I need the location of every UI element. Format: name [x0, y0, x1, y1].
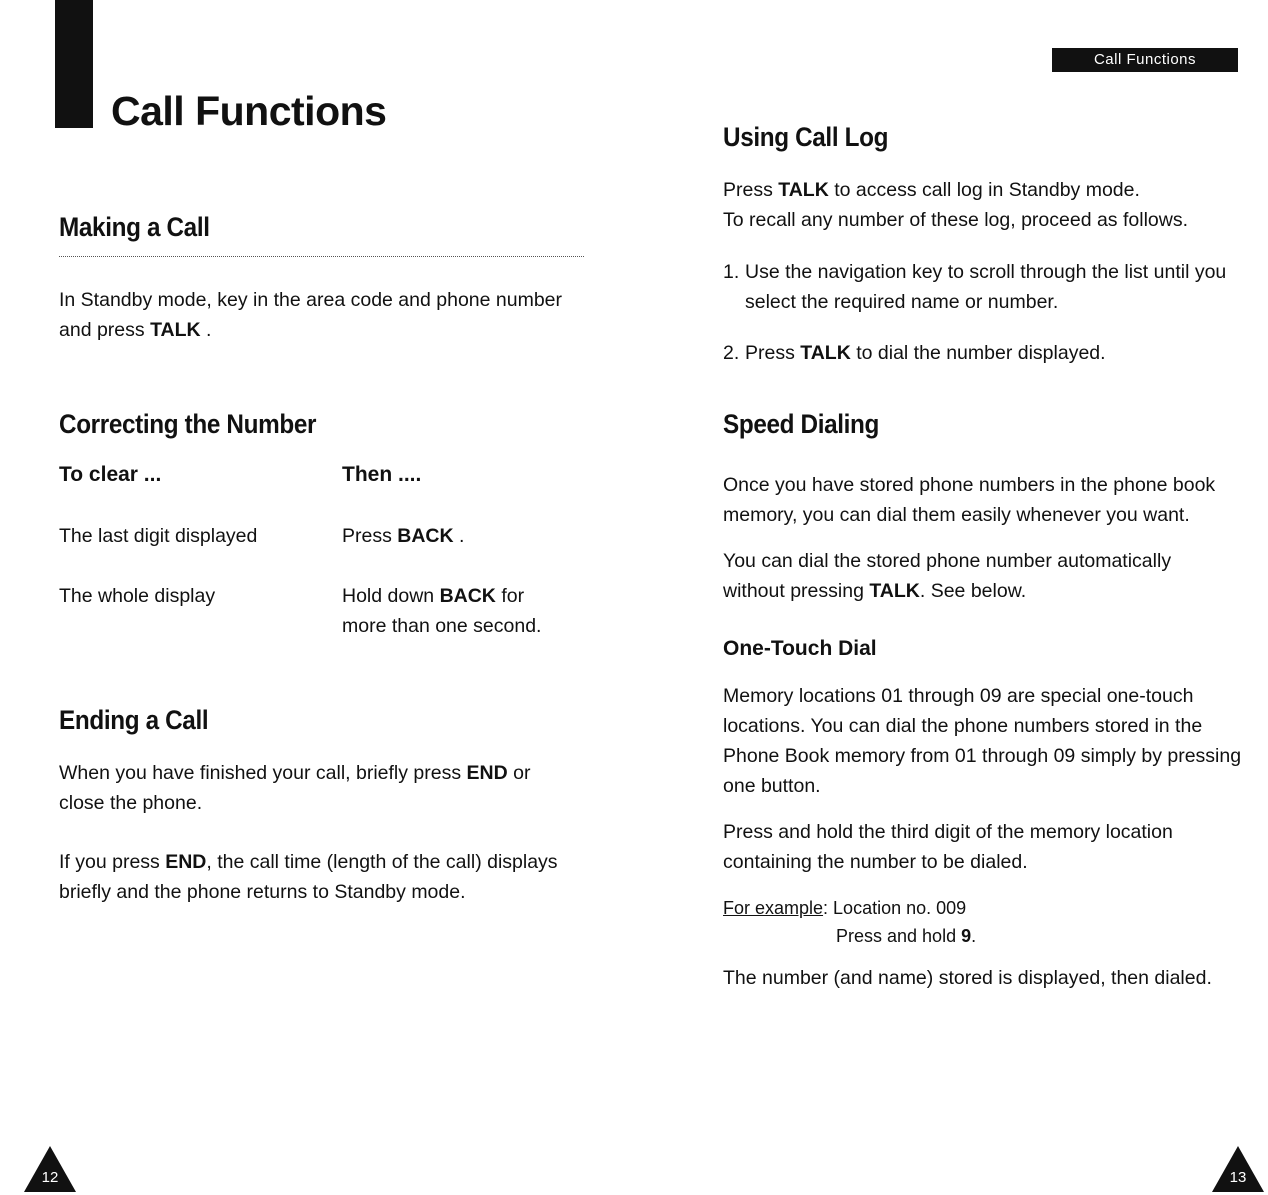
clear-row-1-label: The last digit displayed — [59, 525, 258, 547]
page-number-right — [1212, 1146, 1264, 1192]
one-touch-paragraph-2: Press and hold the third digit of the memory location containing the number to be dialed. — [723, 821, 1173, 873]
chapter-tab-marker — [55, 0, 93, 128]
ending-call-paragraph-2: If you press END, the call time (length of the call) displays briefly and the phone returns to Standby mode. — [59, 851, 558, 903]
ending-call-paragraph-1: When you have finished your call, briefly press END or close the phone. — [59, 762, 531, 814]
making-call-heading: Making a Call — [59, 212, 210, 242]
speed-dialing-paragraph-1: Once you have stored phone numbers in the phone book memory, you can dial them easily whenever you want. — [723, 474, 1216, 526]
page-number-right-text: 13 — [1229, 1169, 1247, 1186]
correcting-number-heading: Correcting the Number — [59, 409, 317, 439]
example-line-1: For example: Location no. 009 — [723, 898, 967, 918]
col-header-to-clear: To clear ... — [59, 463, 162, 486]
call-log-heading: Using Call Log — [723, 122, 889, 152]
speed-dialing-paragraph-2: You can dial the stored phone number automatically without pressing TALK. See below. — [723, 550, 1172, 602]
clear-row-2-action: Hold down BACK for more than one second. — [342, 585, 542, 637]
speed-dialing-heading: Speed Dialing — [723, 409, 880, 439]
page-number-left — [24, 1146, 76, 1192]
clear-row-2-label: The whole display — [59, 585, 216, 607]
ending-call-heading: Ending a Call — [59, 705, 209, 735]
clear-row-1-action: Press BACK . — [342, 525, 465, 547]
making-call-text: In Standby mode, key in the area code and phone number and press TALK . — [59, 289, 563, 341]
header-section-badge: Call Functions — [1052, 48, 1238, 72]
call-log-paragraph-2: To recall any number of these log, proceed as follows. — [723, 209, 1189, 231]
section-divider — [59, 256, 584, 257]
one-touch-paragraph-1: Memory locations 01 through 09 are special one-touch locations. You can dial the phone numbers stored in the Phone Book memory from 01 through 09 simply by pressing one button. — [723, 685, 1242, 797]
call-log-paragraph-1: Press TALK to access call log in Standby mode. — [723, 179, 1140, 201]
page-number-left-text: 12 — [41, 1169, 59, 1186]
call-log-step-2: 2. Press TALK to dial the number displayed. — [723, 342, 1106, 364]
one-touch-dial-heading: One-Touch Dial — [723, 637, 877, 660]
example-line-2: Press and hold 9. — [836, 926, 977, 946]
call-log-step-1: 1. Use the navigation key to scroll through the list until you select the required name or number. — [723, 261, 1227, 313]
page-title: Call Functions — [111, 88, 387, 134]
col-header-then: Then .... — [342, 463, 422, 486]
one-touch-paragraph-3: The number (and name) stored is displayed, then dialed. — [723, 967, 1212, 989]
